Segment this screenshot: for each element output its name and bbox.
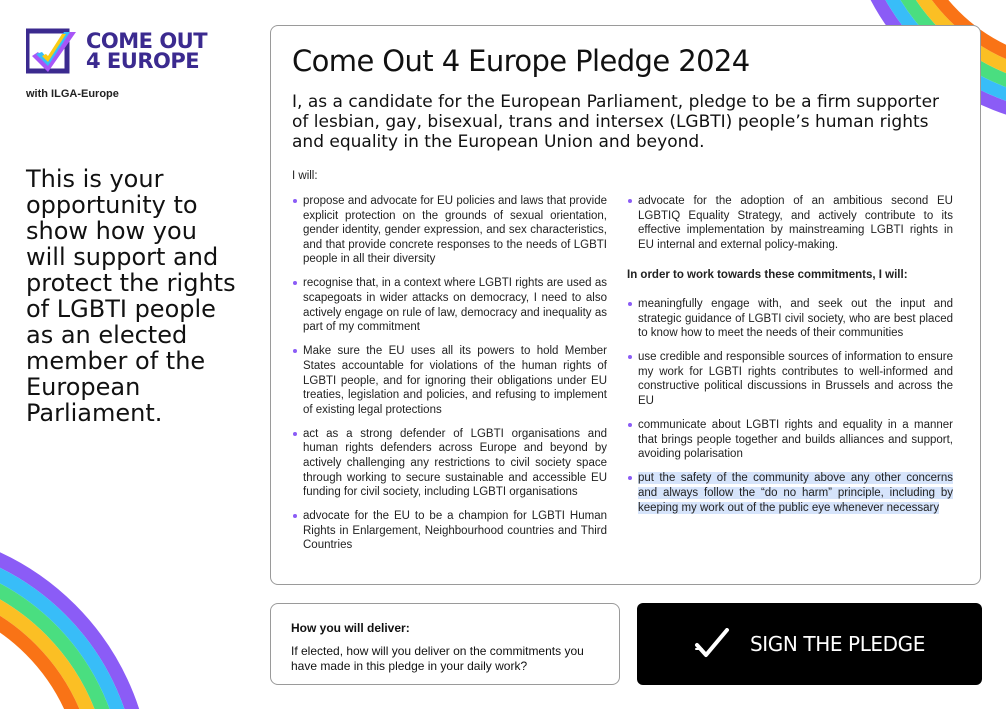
pledge-intro: I, as a candidate for the European Parliament, pledge to be a firm supporter of lesbian, gay, bisexual, trans and intersex (LGBTI) people’s human rights and equality in the European Union and beyond. — [292, 92, 940, 152]
commitments-right-column — [627, 194, 953, 525]
commitment-item: act as a strong defender of LGBTI organisations and human rights defenders across Europe and beyond by actively challenging any restrictions to civil society space through working to secure sustainable and accessible EU funding for civil society, including LGBTI organisations — [292, 427, 607, 500]
with-ilga-label: with ILGA-Europe — [26, 88, 119, 100]
pledge-card — [270, 25, 981, 585]
commitment-item: advocate for the EU to be a champion for LGBTI Human Rights in Enlargement, Neighbourhood countries and Third Countries — [292, 509, 607, 553]
work-heading: In order to work towards these commitments, I will: — [627, 269, 908, 282]
page-title: Come Out 4 Europe Pledge 2024 — [292, 44, 750, 78]
checkmark-icon — [694, 628, 730, 660]
selected-text[interactable]: put the safety of the community above any other concerns and always follow the “do no harm” principle, including by keeping my work out of the public eye whenever necessary — [638, 472, 953, 514]
deliver-box[interactable] — [270, 603, 620, 685]
brand-logo[interactable] — [26, 28, 207, 74]
logo-line-2: 4 EUROPE — [86, 49, 200, 73]
sign-button-label: SIGN THE PLEDGE — [749, 632, 926, 656]
deliver-title: How you will deliver: — [291, 621, 410, 635]
deliver-question: If elected, how will you deliver on the commitments you have made in this pledge in your daily work? — [291, 644, 584, 673]
tagline: This is your opportunity to show how you will support and protect the rights of LGBTI people as an elected member of the European Parliament. — [26, 165, 236, 427]
work-item: use credible and responsible sources of information to ensure my work for LGBTI rights contributes to well-informed and constructive political discussions in Brussels and across the EU — [627, 350, 953, 408]
sign-the-pledge-button[interactable] — [637, 603, 982, 685]
commitment-item: recognise that, in a context where LGBTI rights are used as scapegoats in wider attacks on democracy, I need to also actively engage on rule of law, democracy and inequality as part of my commitment — [292, 276, 607, 334]
work-item: meaningfully engage with, and seek out the input and strategic guidance of LGBTI civil society, who are best placed to know how to meet the needs of their communities — [627, 297, 953, 341]
commitments-left-column — [292, 194, 607, 563]
commitment-item: advocate for the adoption of an ambitious second EU LGBTIQ Equality Strategy, and actively contribute to its effective implementation by mainstreaming LGBTI rights in EU internal and external policy-making. — [627, 194, 953, 252]
logo-line-1: COME OUT — [86, 29, 208, 53]
commitment-item: propose and advocate for EU policies and laws that provide explicit protection on the grounds of sexual orientation, gender identity, gender expression, and sex characteristics, and that provide concrete responses to the needs of LGBTI people in all their diversity — [292, 194, 607, 267]
logo-checkmark-icon — [26, 28, 82, 74]
work-item-highlighted[interactable] — [627, 471, 953, 515]
rainbow-decoration-bottom — [0, 530, 170, 709]
commitment-item: Make sure the EU uses all its powers to hold Member States accountable for violations of the human rights of LGBTI people, and for ignoring their obligations under EU treaties, legislation and policies, and refusing to implement of existing legal protections — [292, 344, 607, 417]
i-will-label: I will: — [292, 170, 318, 182]
work-item: communicate about LGBTI rights and equality in a manner that brings people together and builds alliances and support, avoiding polarisation — [627, 418, 953, 462]
